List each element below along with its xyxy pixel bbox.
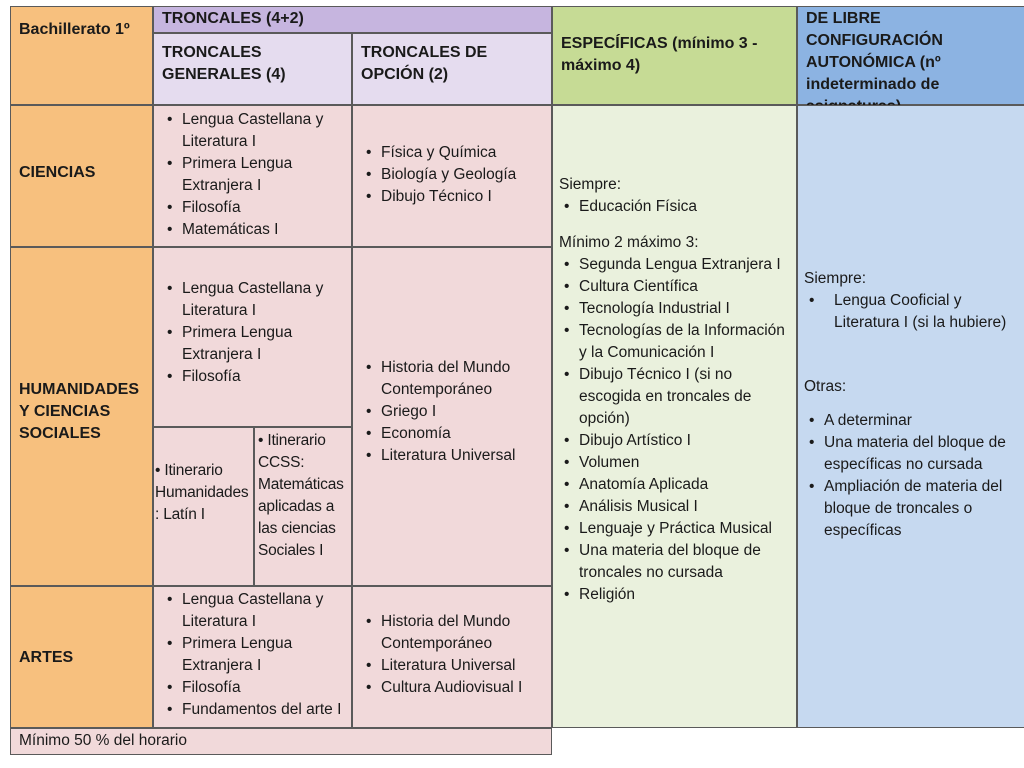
- bullet-icon: •: [155, 462, 165, 479]
- header-libre-configuracion: [797, 6, 1024, 105]
- list-item: • Primera Lengua Extranjera I: [162, 322, 339, 366]
- row-label-humanidades: [10, 247, 153, 586]
- especificas-siempre-list: [559, 196, 790, 218]
- artes-generales-list: [162, 589, 343, 721]
- list-item: • Cultura Audiovisual I: [361, 677, 543, 699]
- list-item: • Lengua Cooficial y Literatura I (si la hubiere): [804, 290, 1022, 334]
- header-especificas-text: ESPECÍFICAS (mínimo 3 - máximo 4): [561, 35, 758, 74]
- list-item: • Literatura Universal: [361, 655, 543, 677]
- especificas-minimo-label: Mínimo 2 máximo 3:: [559, 234, 699, 251]
- header-troncales-generales-text: TRONCALES GENERALES (4): [162, 44, 286, 83]
- row-label-artes-text: ARTES: [19, 649, 74, 666]
- row-label-ciencias-text: CIENCIAS: [19, 164, 96, 181]
- bullet-icon: •: [258, 432, 268, 449]
- ciencias-opcion-list: [361, 142, 543, 208]
- row-label-ciencias: [10, 105, 153, 247]
- ciencias-generales-list: [162, 109, 339, 241]
- list-item: • Una materia del bloque de troncales no cursada: [559, 540, 790, 584]
- artes-opcion: [352, 586, 552, 728]
- list-item: • Primera Lengua Extranjera I: [162, 633, 343, 677]
- ciencias-generales: [153, 105, 352, 247]
- list-item: • Lengua Castellana y Literatura I: [162, 589, 343, 633]
- header-troncales: [153, 6, 552, 33]
- header-troncales-generales: [153, 33, 352, 105]
- list-item: • Filosofía: [162, 366, 339, 388]
- list-item: • Volumen: [559, 452, 790, 474]
- list-item: • Religión: [559, 584, 790, 606]
- row-label-artes: [10, 586, 153, 728]
- header-especificas: [552, 6, 797, 105]
- libre-siempre-list: [804, 290, 1022, 334]
- libre-otras-list: [804, 410, 1022, 542]
- list-item: • Lenguaje y Práctica Musical: [559, 518, 790, 540]
- especificas-body: [552, 105, 797, 728]
- list-item: • Filosofía: [162, 677, 343, 699]
- list-item: • Segunda Lengua Extranjera I: [559, 254, 790, 276]
- header-bachillerato-text: Bachillerato 1º: [19, 21, 130, 38]
- list-item: • Biología y Geología: [361, 164, 543, 186]
- header-troncales-opcion: [352, 33, 552, 105]
- list-item: • Tecnología Industrial I: [559, 298, 790, 320]
- list-item: • Dibujo Técnico I (si no escogida en troncales de opción): [559, 364, 790, 430]
- artes-opcion-list: [361, 611, 543, 699]
- list-item: • Cultura Científica: [559, 276, 790, 298]
- list-item: • Literatura Universal: [361, 445, 543, 467]
- footer-minimo-horario-text: Mínimo 50 % del horario: [19, 732, 187, 749]
- especificas-siempre-label: Siempre:: [559, 176, 622, 193]
- artes-generales: [153, 586, 352, 728]
- itinerario-ccss: [254, 427, 352, 586]
- list-item: • Historia del Mundo Contemporáneo: [361, 357, 543, 401]
- libre-siempre-label: Siempre:: [804, 270, 867, 287]
- list-item: • A determinar: [804, 410, 1022, 432]
- humanidades-generales-list: [162, 278, 339, 388]
- humanidades-opcion-list: [361, 357, 543, 467]
- ciencias-opcion: [352, 105, 552, 247]
- header-troncales-text: TRONCALES (4+2): [162, 10, 304, 27]
- list-item: • Lengua Castellana y Literatura I: [162, 278, 339, 322]
- list-item: • Educación Física: [559, 196, 790, 218]
- header-libre-configuracion-text: DE LIBRE CONFIGURACIÓN AUTONÓMICA (nº indeterminado de: [806, 10, 943, 93]
- itinerario-ccss-text: Itinerario CCSS: Matemáticas aplicadas a las ciencias Sociales I: [258, 432, 344, 559]
- list-item: • Dibujo Artístico I: [559, 430, 790, 452]
- list-item: • Una materia del bloque de específicas no cursada: [804, 432, 1022, 476]
- header-bachillerato: [10, 6, 153, 105]
- list-item: • Anatomía Aplicada: [559, 474, 790, 496]
- libre-body: [797, 105, 1024, 728]
- list-item: • Lengua Castellana y Literatura I: [162, 109, 339, 153]
- list-item: • Dibujo Técnico I: [361, 186, 543, 208]
- humanidades-opcion: [352, 247, 552, 586]
- list-item: • Filosofía: [162, 197, 339, 219]
- list-item: • Análisis Musical I: [559, 496, 790, 518]
- list-item: • Griego I: [361, 401, 543, 423]
- itinerario-humanidades: [153, 427, 254, 586]
- footer-minimo-horario: [10, 728, 552, 755]
- list-item: • Matemáticas I: [162, 219, 339, 241]
- list-item: • Economía: [361, 423, 543, 445]
- especificas-minimo-list: [559, 254, 790, 606]
- list-item: • Primera Lengua Extranjera I: [162, 153, 339, 197]
- list-item: • Fundamentos del arte I: [162, 699, 343, 721]
- list-item: • Física y Química: [361, 142, 543, 164]
- list-item: • Ampliación de materia del bloque de troncales o específicas: [804, 476, 1022, 542]
- row-label-humanidades-text: HUMANIDADES Y CIENCIAS SOCIALES: [19, 381, 139, 442]
- libre-otras-label: Otras:: [804, 378, 847, 395]
- list-item: • Tecnologías de la Información y la Comunicación I: [559, 320, 790, 364]
- header-troncales-opcion-text: TRONCALES DE OPCIÓN (2): [361, 44, 488, 83]
- list-item: • Historia del Mundo Contemporáneo: [361, 611, 543, 655]
- humanidades-generales: [153, 247, 352, 427]
- itinerario-humanidades-text: Itinerario Humanidades : Latín I: [155, 462, 249, 523]
